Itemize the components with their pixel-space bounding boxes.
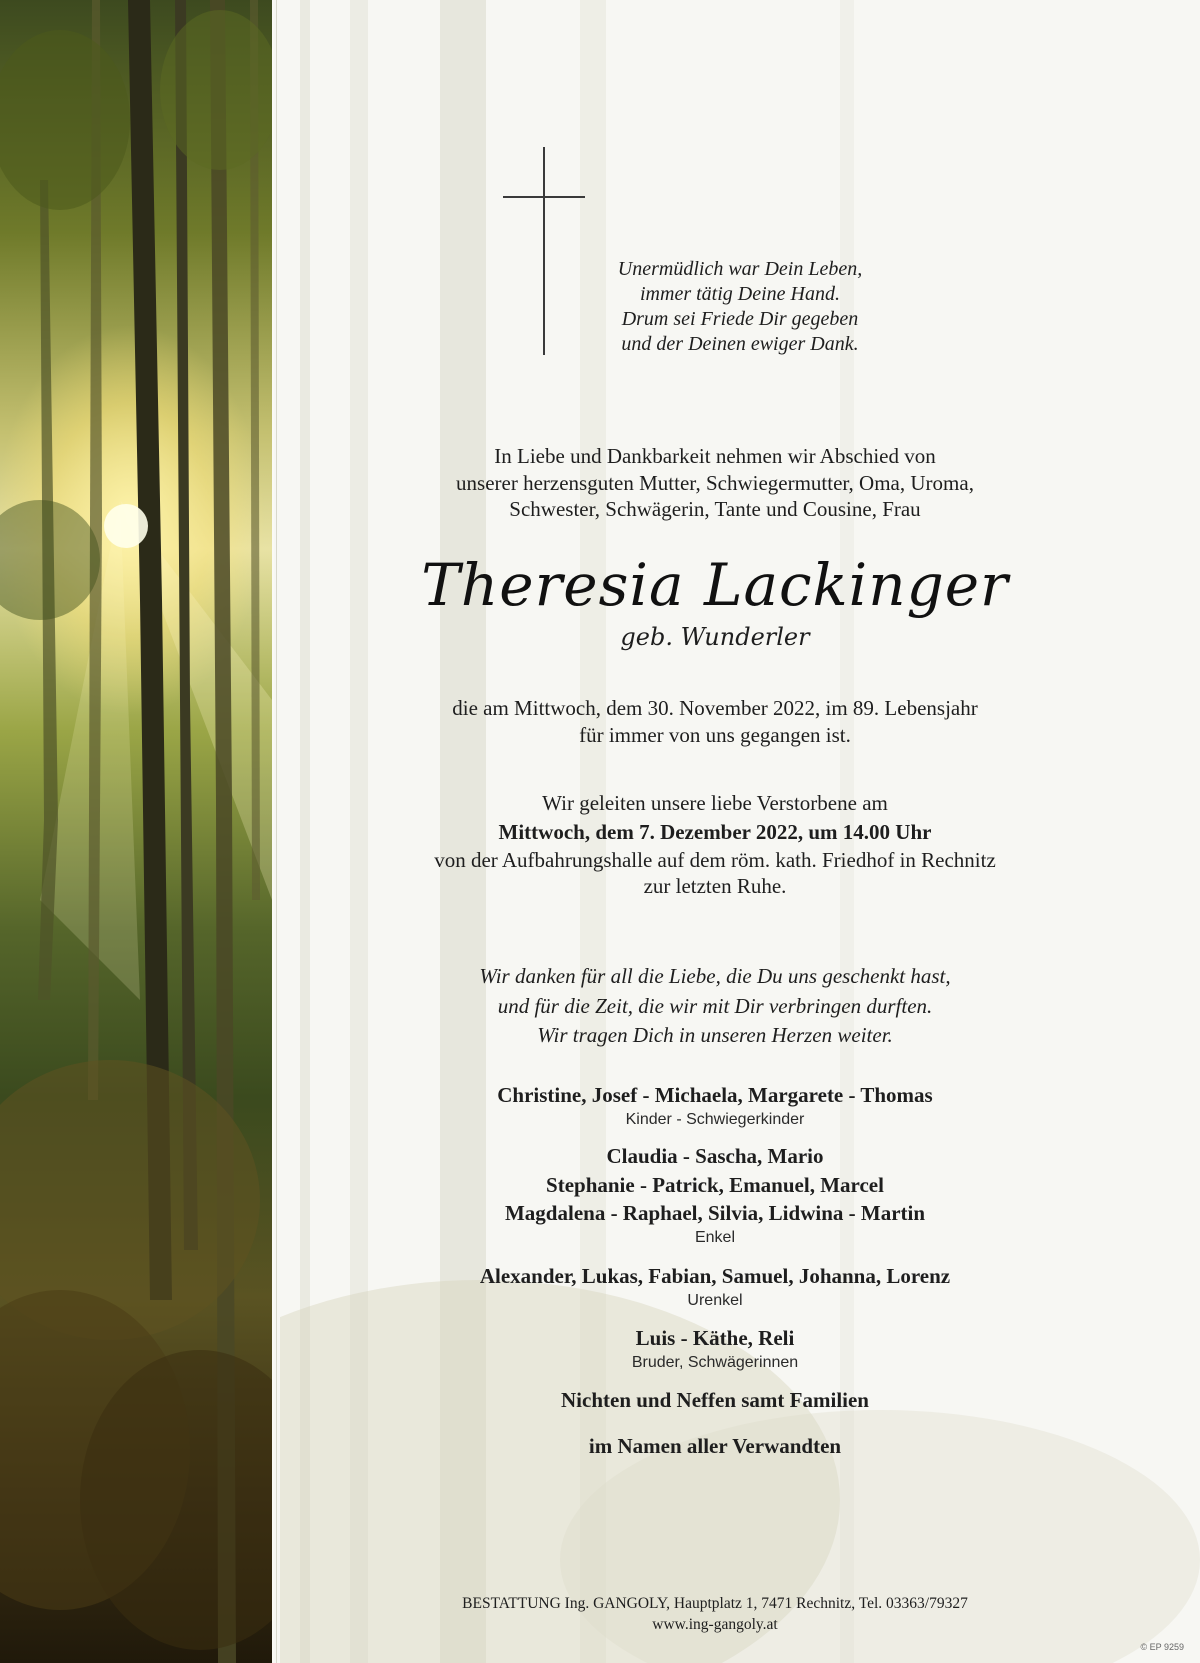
poem-line: und der Deinen ewiger Dank. <box>621 333 859 355</box>
family-grandchildren <box>330 1142 1100 1248</box>
children-relation: Kinder - Schwiegerkinder <box>625 1110 805 1128</box>
panel-divider-line <box>276 0 277 1663</box>
funeral-line: zur letzten Ruhe. <box>643 874 787 898</box>
grandchildren-names: Claudia - Sascha, Mario <box>606 1144 824 1168</box>
maiden-name: geb. Wunderler <box>620 623 810 651</box>
funeral-home: BESTATTUNG Ing. GANGOLY, Hauptplatz 1, 7471 Rechnitz, Tel. 03363/79327 <box>462 1595 968 1612</box>
great-grandchildren-names: Alexander, Lukas, Fabian, Samuel, Johanna, Lorenz <box>479 1264 951 1288</box>
family-great-grandchildren <box>330 1262 1100 1311</box>
funeral-line: Wir geleiten unsere liebe Verstorbene am <box>542 791 888 815</box>
death-notice <box>330 695 1100 748</box>
grandchildren-names: Stephanie - Patrick, Emanuel, Marcel <box>546 1172 884 1197</box>
intro-line: In Liebe und Dankbarkeit nehmen wir Abschied von <box>494 444 936 468</box>
funeral-line: von der Aufbahrungshalle auf dem röm. kath. Friedhof in Rechnitz <box>434 847 996 872</box>
thanks-line: Wir tragen Dich in unseren Herzen weiter. <box>537 1023 893 1047</box>
great-grandchildren-relation: Urenkel <box>687 1291 743 1309</box>
intro-line: unserer herzensguten Mutter, Schwiegermutter, Oma, Uroma, <box>456 470 974 495</box>
death-notice-line: die am Mittwoch, dem 30. November 2022, im 89. Lebensjahr <box>452 696 978 720</box>
poem-line: Drum sei Friede Dir gegeben <box>621 308 859 330</box>
intro-text <box>330 443 1100 523</box>
death-notice-line: für immer von uns gegangen ist. <box>579 722 851 747</box>
thanks-line: und für die Zeit, die wir mit Dir verbringen durften. <box>497 993 933 1018</box>
children-names: Christine, Josef - Michaela, Margarete - Thomas <box>497 1083 933 1107</box>
cross-icon-bar <box>503 196 585 198</box>
deceased-name: Theresia Lackinger <box>421 551 1009 619</box>
siblings-names: Luis - Käthe, Reli <box>635 1326 795 1350</box>
panel-divider <box>272 0 274 1663</box>
family-children <box>330 1081 1100 1130</box>
poem-line: Unermüdlich war Dein Leben, <box>617 258 863 280</box>
family-siblings <box>330 1324 1100 1373</box>
grandchildren-relation: Enkel <box>694 1228 736 1246</box>
grandchildren-names: Magdalena - Raphael, Silvia, Lidwina - Martin <box>504 1201 926 1225</box>
website-link: www.ing-gangoly.at <box>652 1616 778 1633</box>
forest-image <box>0 0 272 1663</box>
cross-icon <box>543 147 545 355</box>
poem-line: immer tätig Deine Hand. <box>640 283 840 305</box>
funeral-info <box>330 790 1100 900</box>
print-code: © EP 9259 <box>1140 1642 1184 1652</box>
poem <box>560 257 920 357</box>
footer <box>330 1593 1100 1635</box>
thanks-line: Wir danken für all die Liebe, die Du uns geschenkt hast, <box>479 964 951 988</box>
all-relatives: im Namen aller Verwandten <box>588 1434 842 1458</box>
intro-line: Schwester, Schwägerin, Tante und Cousine, Frau <box>509 497 921 521</box>
thanks-text <box>330 962 1100 1051</box>
nieces-nephews: Nichten und Neffen samt Familien <box>561 1388 869 1412</box>
funeral-date-time: Mittwoch, dem 7. Dezember 2022, um 14.00 Uhr <box>498 819 932 844</box>
siblings-relation: Bruder, Schwägerinnen <box>631 1353 799 1371</box>
